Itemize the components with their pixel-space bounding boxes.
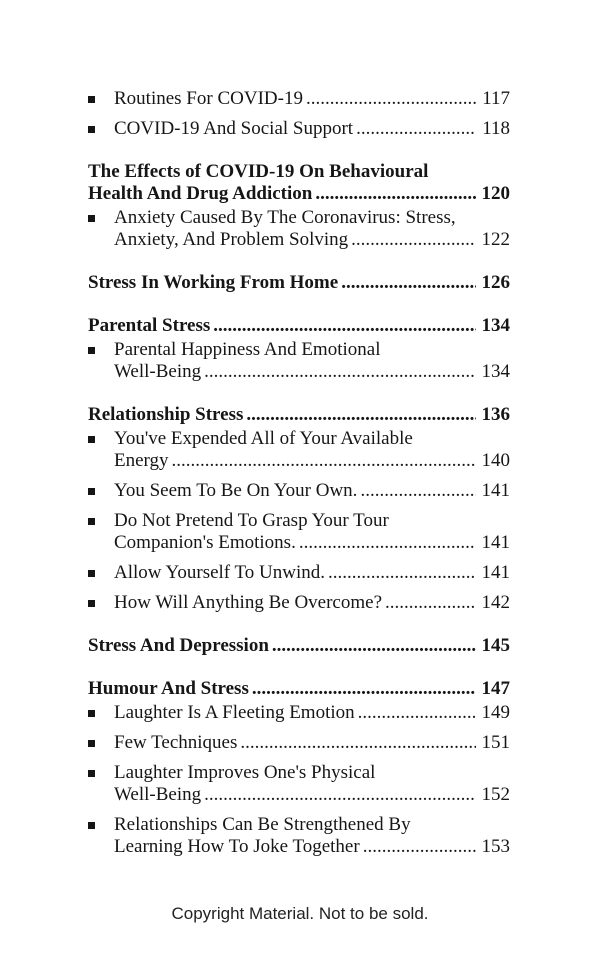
toc-entry-text: Allow Yourself To Unwind. (114, 562, 326, 583)
page-number: 141 (481, 562, 510, 583)
toc-entry-content (114, 510, 510, 554)
toc-entry-bullet (88, 339, 510, 383)
toc-entry-line (114, 836, 510, 858)
bullet-square-icon (88, 510, 114, 554)
toc-entry-text: Well-Being (114, 784, 202, 805)
toc-entry-content (88, 635, 510, 657)
bullet-square-icon (88, 347, 95, 354)
dot-leader (358, 702, 476, 724)
toc-entry-content (88, 678, 510, 700)
toc-entry-line: Anxiety Caused By The Coronavirus: Stress, (114, 207, 456, 228)
toc-entry-bullet (88, 592, 510, 614)
toc-entry-content (114, 428, 510, 472)
dot-leader (315, 183, 475, 205)
page-number: 118 (482, 118, 510, 139)
toc-entry-line: You've Expended All of Your Available (114, 428, 413, 449)
dot-leader (213, 315, 475, 337)
dot-leader (272, 635, 476, 657)
toc-entry-line: Do Not Pretend To Grasp Your Tour (114, 510, 389, 531)
bullet-square-icon (88, 814, 114, 858)
page-number: 117 (482, 88, 510, 109)
page-number: 136 (481, 404, 510, 425)
toc-entry-heading (88, 272, 510, 294)
toc-entry-content (88, 272, 510, 294)
toc-entry-content (114, 814, 510, 858)
bullet-square-icon (88, 480, 114, 502)
toc-entry-content (114, 702, 510, 724)
page-number: 134 (481, 315, 510, 336)
bullet-square-icon (88, 562, 114, 584)
toc-entry-line (114, 88, 510, 110)
toc-entry-heading (88, 161, 510, 205)
toc-entry-text: Stress In Working From Home (88, 272, 339, 293)
toc-entry-line (114, 562, 510, 584)
dot-leader (299, 532, 476, 554)
toc-entry-content (114, 732, 510, 754)
toc-entry-text: Laughter Is A Fleeting Emotion (114, 702, 355, 723)
toc-entry-bullet (88, 480, 510, 502)
toc-entry-line: Laughter Improves One's Physical (114, 762, 376, 783)
toc-entry-bullet (88, 88, 510, 110)
toc-entry-content (114, 480, 510, 502)
toc-entry-line (88, 678, 510, 700)
toc-entry-bullet (88, 702, 510, 724)
page-number: 120 (481, 183, 510, 204)
bullet-square-icon (88, 488, 95, 495)
bullet-square-icon (88, 822, 95, 829)
page-number: 152 (481, 784, 510, 805)
toc-entry-content (114, 118, 510, 140)
toc-entry-line (114, 361, 510, 383)
bullet-square-icon (88, 126, 95, 133)
toc-entry-line (88, 183, 510, 205)
toc-entry-line: The Effects of COVID-19 On Behavioural (88, 161, 429, 182)
toc-entry-content (114, 339, 510, 383)
toc-entry-bullet (88, 510, 510, 554)
toc-entry-bullet (88, 207, 510, 251)
toc-entry-heading (88, 315, 510, 337)
toc-entry-bullet (88, 428, 510, 472)
bullet-square-icon (88, 96, 95, 103)
bullet-square-icon (88, 118, 114, 140)
toc-entry-content (88, 161, 510, 205)
toc-entry-line (114, 702, 510, 724)
toc-entry-line (114, 118, 510, 140)
toc-entry-text: How Will Anything Be Overcome? (114, 592, 383, 613)
toc-entry-text: Well-Being (114, 361, 202, 382)
bullet-square-icon (88, 600, 95, 607)
page-number: 122 (481, 229, 510, 250)
toc-entry-text: COVID-19 And Social Support (114, 118, 354, 139)
toc-entry-content (114, 562, 510, 584)
toc-entry-content (114, 592, 510, 614)
toc-entry-content (114, 88, 510, 110)
bullet-square-icon (88, 702, 114, 724)
page-number: 153 (481, 836, 510, 857)
toc-entry-heading (88, 404, 510, 426)
toc-entry-text: Health And Drug Addiction (88, 183, 313, 204)
dot-leader (351, 229, 475, 251)
page-number: 151 (481, 732, 510, 753)
bullet-square-icon (88, 710, 95, 717)
toc-entry-text: Humour And Stress (88, 678, 249, 699)
dot-leader (360, 480, 475, 502)
toc-entry-content (88, 315, 510, 337)
bullet-square-icon (88, 570, 95, 577)
bullet-square-icon (88, 339, 114, 383)
toc-entry-text: Relationship Stress (88, 404, 244, 425)
dot-leader (306, 88, 476, 110)
toc-entry-content (114, 207, 510, 251)
dot-leader (172, 450, 476, 472)
toc-entry-line: Parental Happiness And Emotional (114, 339, 381, 360)
page-number: 141 (481, 480, 510, 501)
bullet-square-icon (88, 88, 114, 110)
toc-entry-text: Stress And Depression (88, 635, 269, 656)
bullet-square-icon (88, 770, 95, 777)
bullet-square-icon (88, 732, 114, 754)
dot-leader (341, 272, 475, 294)
toc-entry-bullet (88, 118, 510, 140)
toc-entry-text: Companion's Emotions. (114, 532, 296, 553)
dot-leader (356, 118, 476, 140)
toc-entry-line (114, 784, 510, 806)
toc-entry-heading (88, 678, 510, 700)
bullet-square-icon (88, 207, 114, 251)
toc-entry-bullet (88, 732, 510, 754)
toc-entry-content (114, 762, 510, 806)
page-number: 142 (481, 592, 510, 613)
copyright-notice: Copyright Material. Not to be sold. (171, 904, 429, 923)
page-number: 134 (481, 361, 510, 382)
toc-entry-text: Routines For COVID-19 (114, 88, 303, 109)
page-number: 147 (481, 678, 510, 699)
dot-leader (328, 562, 475, 584)
dot-leader (204, 784, 475, 806)
toc-entry-text: Parental Stress (88, 315, 211, 336)
page-number: 149 (481, 702, 510, 723)
toc-entry-line (114, 532, 510, 554)
toc-entry-line (114, 480, 510, 502)
toc-entry-bullet (88, 562, 510, 584)
bullet-square-icon (88, 762, 114, 806)
toc-entry-line (114, 592, 510, 614)
bullet-square-icon (88, 215, 95, 222)
toc-entry-text: You Seem To Be On Your Own. (114, 480, 358, 501)
page-number: 126 (481, 272, 510, 293)
toc-entry-line (88, 635, 510, 657)
toc-entry-line (88, 315, 510, 337)
bullet-square-icon (88, 592, 114, 614)
toc-entry-bullet (88, 814, 510, 858)
toc-entry-text: Learning How To Joke Together (114, 836, 360, 857)
toc-entry-text: Energy (114, 450, 169, 471)
toc-entry-line (88, 404, 510, 426)
dot-leader (252, 678, 476, 700)
toc-entry-heading (88, 635, 510, 657)
toc-entry-line (114, 229, 510, 251)
toc-entry-content (88, 404, 510, 426)
dot-leader (385, 592, 475, 614)
dot-leader (363, 836, 476, 858)
dot-leader (204, 361, 475, 383)
toc-entry-bullet (88, 762, 510, 806)
toc-entry-line (88, 272, 510, 294)
bullet-square-icon (88, 428, 114, 472)
page-number: 140 (481, 450, 510, 471)
toc-entry-line (114, 450, 510, 472)
page-number: 145 (481, 635, 510, 656)
toc-entry-line: Relationships Can Be Strengthened By (114, 814, 411, 835)
dot-leader (246, 404, 475, 426)
toc-entry-text: Anxiety, And Problem Solving (114, 229, 349, 250)
page-number: 141 (481, 532, 510, 553)
bullet-square-icon (88, 740, 95, 747)
toc-entry-line (114, 732, 510, 754)
bullet-square-icon (88, 436, 95, 443)
toc-entry-text: Few Techniques (114, 732, 238, 753)
bullet-square-icon (88, 518, 95, 525)
dot-leader (240, 732, 475, 754)
table-of-contents (88, 88, 510, 866)
